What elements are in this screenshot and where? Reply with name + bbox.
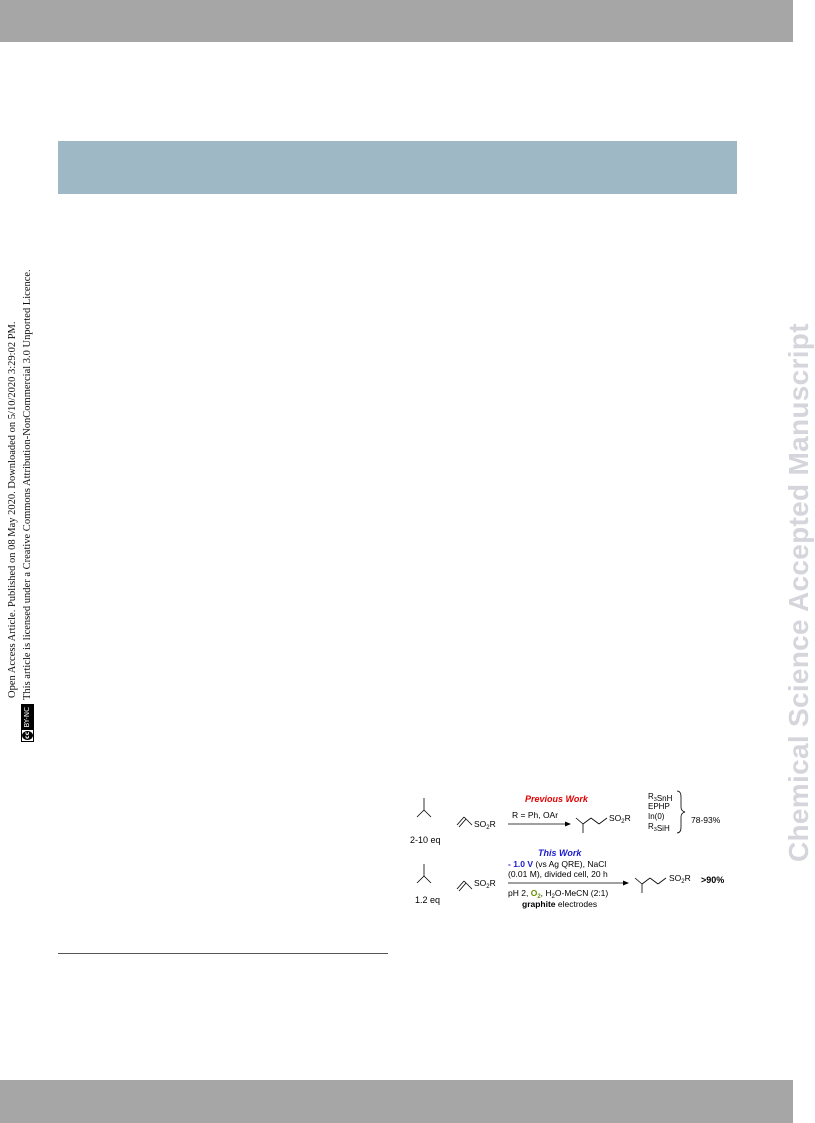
svg-text:R3R3SnHSnH: $R_3SnH$ <box>648 792 673 803</box>
isopropyl-iodide-structure <box>417 798 431 817</box>
vinyl-sulfone-structure <box>457 817 472 827</box>
vinyl-sulfone-label: SO <box>474 819 487 829</box>
open-access-line: Open Access Article. Published on 08 May 2020. Downloaded on 5/10/2020 3:29:02 PM. <box>7 321 18 698</box>
svg-text:- 1.0 V (vs Ag QRE), NaCl <box>508 859 606 869</box>
header-band <box>58 141 737 194</box>
this-work-product-structure <box>635 878 666 893</box>
reductant-ephp: EPHP <box>648 802 670 811</box>
this-work-heading: This Work <box>538 848 582 858</box>
previous-yield: 78-93% <box>691 815 721 825</box>
isopropyl-iodide-structure-2 <box>417 864 431 883</box>
reductant-list <box>648 792 673 833</box>
svg-text:SO2R: $SO_2R$ <box>474 819 496 831</box>
vinyl-sulfone-structure-2 <box>457 881 472 891</box>
previous-reagent-label: R = Ph, OAr <box>512 810 559 820</box>
accepted-manuscript-watermark: Chemical Science Accepted Manuscript <box>783 323 814 862</box>
condition-line-2: (0.01 M), divided cell, 20 h <box>508 869 608 879</box>
oxygen-label: O <box>530 888 538 898</box>
previous-equiv-label: 2-10 eq <box>410 835 441 845</box>
svg-text:pH 2, O2, H2O-MeCN (2:1): pH 2, $O_2$, $H_2O$-MeCN (2:1) <box>508 888 609 900</box>
svg-text:R3R3SiHSiH: $R_3SiH$ <box>648 822 670 833</box>
this-work-yield: >90% <box>701 875 725 885</box>
bottom-margin-bar <box>0 1080 793 1123</box>
reaction-scheme <box>405 785 745 915</box>
cc-by-nc-badge-icon[interactable]: cc BY-NC <box>21 704 34 742</box>
licence-text[interactable]: This article is licensed under a Creative Commons Attribution-NonCommercial 3.0 Unported Licence. <box>22 269 33 700</box>
licence-line <box>20 202 35 742</box>
product-sulfone-label: SO <box>609 813 622 823</box>
this-work-equiv-label: 1.2 eq <box>415 895 441 905</box>
applied-potential: - 1.0 V <box>508 859 534 869</box>
previous-product-structure <box>576 818 607 833</box>
footnote-divider <box>58 953 388 954</box>
svg-text:SO2R: $SO_2R$ <box>669 873 691 885</box>
previous-work-heading: Previous Work <box>525 794 588 804</box>
open-access-note <box>5 202 35 742</box>
top-margin-bar <box>0 0 793 42</box>
electrode-material: graphite <box>522 899 556 909</box>
condition-line-3-a: pH 2, <box>508 888 531 898</box>
reductant-indium: In(0) <box>648 812 665 821</box>
electrode-label: electrodes <box>555 899 598 909</box>
condition-line-1: (vs Ag QRE), NaCl <box>533 859 607 869</box>
svg-text:SO2R: $SO_2R$ <box>474 878 496 890</box>
svg-text:SO2R: $SO_2R$ <box>609 813 631 825</box>
reductant-brace <box>677 791 685 833</box>
svg-text:graphite electrodes <box>522 899 597 909</box>
